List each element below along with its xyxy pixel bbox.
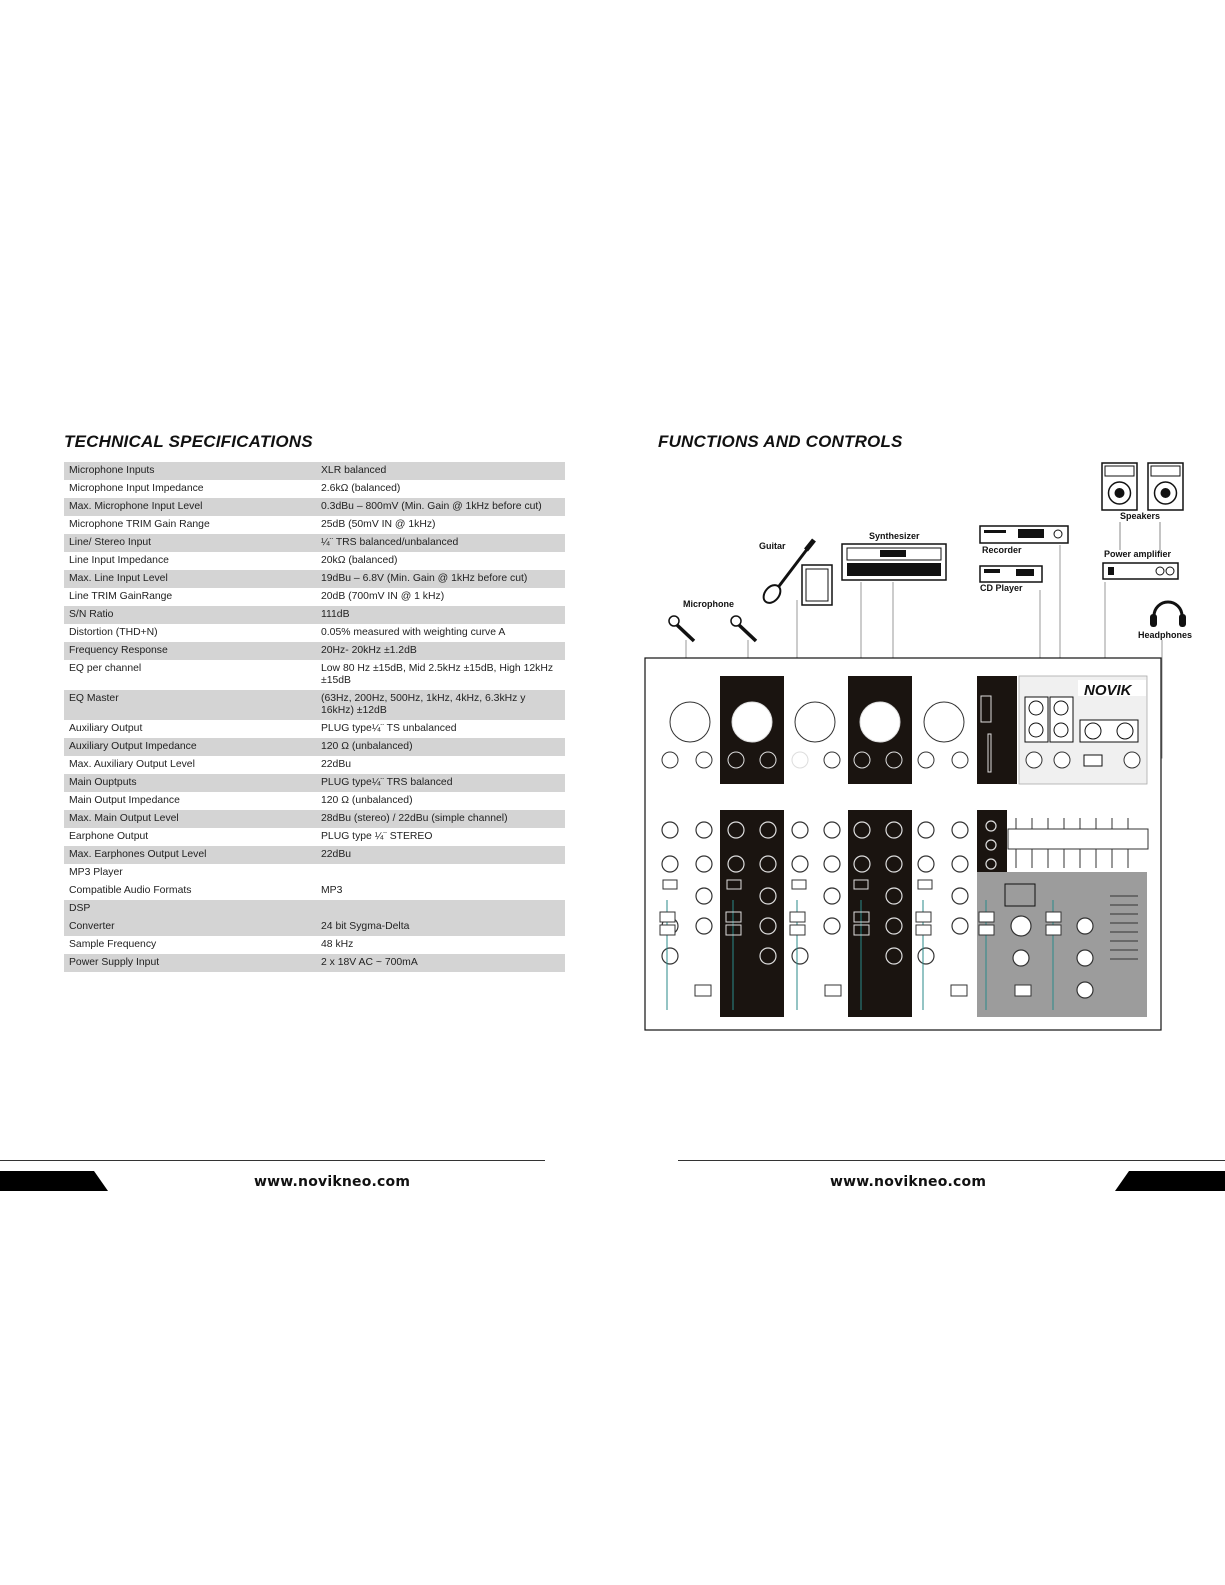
microphone-label: Microphone xyxy=(683,599,734,609)
recorder-label: Recorder xyxy=(982,545,1022,555)
spec-name: Max. Auxiliary Output Level xyxy=(69,759,195,770)
spec-name: DSP xyxy=(64,900,317,918)
functions-page-title: FUNCTIONS AND CONTROLS xyxy=(658,432,903,451)
spec-value: (63Hz, 200Hz, 500Hz, 1kHz, 4kHz, 6.3kHz y 16kHz) ±12dB xyxy=(317,690,565,720)
spec-name: Earphone Output xyxy=(69,831,149,842)
spec-name: MP3 Player xyxy=(69,867,123,878)
recorder-icon xyxy=(980,526,1068,543)
spec-name: Line Input Impedance xyxy=(69,555,169,566)
spec-value: 20Hz- 20kHz ±1.2dB xyxy=(317,642,565,660)
spec-name: Max. Microphone Input Level xyxy=(64,498,317,516)
spec-name: Sample Frequency xyxy=(69,939,157,950)
headphones-icon xyxy=(1150,602,1186,627)
spec-value: 20kΩ (balanced) xyxy=(321,555,398,566)
spec-name: Distortion (THD+N) xyxy=(69,627,158,638)
spec-name: EQ Master xyxy=(64,690,317,720)
microphone-icon xyxy=(669,616,694,641)
spec-value: PLUG type ¼¨ STEREO xyxy=(321,831,433,842)
synthesizer-icon xyxy=(842,544,946,580)
power-amplifier-label: Power amplifier xyxy=(1104,549,1172,559)
spec-value: 2 x 18V AC ~ 700mA xyxy=(317,954,565,972)
spec-value: 0.05% measured with weighting curve A xyxy=(321,627,506,638)
spec-value: 22dBu xyxy=(317,846,565,864)
spec-value: 111dB xyxy=(317,606,565,624)
speaker-icon xyxy=(1148,463,1183,510)
spec-name: Line/ Stereo Input xyxy=(64,534,317,552)
spec-name: Microphone Input Impedance xyxy=(69,483,204,494)
brand-logo: NOVIK xyxy=(1084,682,1132,699)
spec-name: Max. Main Output Level xyxy=(64,810,317,828)
spec-name: Max. Earphones Output Level xyxy=(64,846,317,864)
spec-value: 48 kHz xyxy=(321,939,354,950)
headphones-label: Headphones xyxy=(1138,630,1193,640)
spec-value: 19dBu – 6.8V (Min. Gain @ 1kHz before cut) xyxy=(317,570,565,588)
spec-name: EQ per channel xyxy=(69,663,142,674)
cd-player-label: CD Player xyxy=(980,583,1023,593)
spec-value: 25dB (50mV IN @ 1kHz) xyxy=(321,519,436,530)
spec-name: Compatible Audio Formats xyxy=(69,885,192,896)
spec-page-title: TECHNICAL SPECIFICATIONS xyxy=(64,432,313,451)
spec-name: Microphone TRIM Gain Range xyxy=(69,519,210,530)
spec-value: 0.3dBu – 800mV (Min. Gain @ 1kHz before cut) xyxy=(317,498,565,516)
footer-url-left[interactable]: www.novikneo.com xyxy=(254,1174,411,1190)
spec-value: XLR balanced xyxy=(317,462,565,480)
spec-name: Auxiliary Output Impedance xyxy=(64,738,317,756)
guitar-label: Guitar xyxy=(759,541,786,551)
spec-value: 120 Ω (unbalanced) xyxy=(317,738,565,756)
synthesizer-label: Synthesizer xyxy=(869,531,920,541)
spec-value: 20dB (700mV IN @ 1 kHz) xyxy=(321,591,445,602)
footer-rule-right xyxy=(678,1160,1225,1161)
mixer-panel xyxy=(645,658,1161,1030)
spec-value: 120 Ω (unbalanced) xyxy=(321,795,413,806)
spec-value: 2.6kΩ (balanced) xyxy=(321,483,401,494)
spec-name: Main Ouptputs xyxy=(64,774,317,792)
spec-value: PLUG type¼¨ TS unbalanced xyxy=(321,723,457,734)
spec-name: S/N Ratio xyxy=(64,606,317,624)
cd-player-icon xyxy=(980,566,1042,582)
spec-name: Auxiliary Output xyxy=(69,723,143,734)
spec-name: Max. Line Input Level xyxy=(64,570,317,588)
microphone-icon xyxy=(731,616,756,641)
guitar-amplifier-icon xyxy=(802,565,832,605)
spec-value: PLUG type¼¨ TRS balanced xyxy=(317,774,565,792)
power-amplifier-icon xyxy=(1103,563,1178,579)
spec-value: 28dBu (stereo) / 22dBu (simple channel) xyxy=(317,810,565,828)
spec-name: Microphone Inputs xyxy=(64,462,317,480)
spec-value: ¼¨ TRS balanced/unbalanced xyxy=(317,534,565,552)
speakers-label: Speakers xyxy=(1120,511,1161,521)
spec-name: Frequency Response xyxy=(64,642,317,660)
page-tab-right xyxy=(1115,1171,1225,1191)
spec-name: Power Supply Input xyxy=(64,954,317,972)
spec-value: 24 bit Sygma-Delta xyxy=(317,918,565,936)
spec-name: Main Output Impedance xyxy=(69,795,180,806)
footer-url-right[interactable]: www.novikneo.com xyxy=(830,1174,987,1190)
spec-value: Low 80 Hz ±15dB, Mid 2.5kHz ±15dB, High 12kHz ±15dB xyxy=(321,663,554,686)
spec-value: MP3 xyxy=(321,885,343,896)
spec-value: 22dBu xyxy=(321,759,352,770)
spec-name: Line TRIM GainRange xyxy=(69,591,173,602)
spec-name: Converter xyxy=(64,918,317,936)
speaker-icon xyxy=(1102,463,1137,510)
